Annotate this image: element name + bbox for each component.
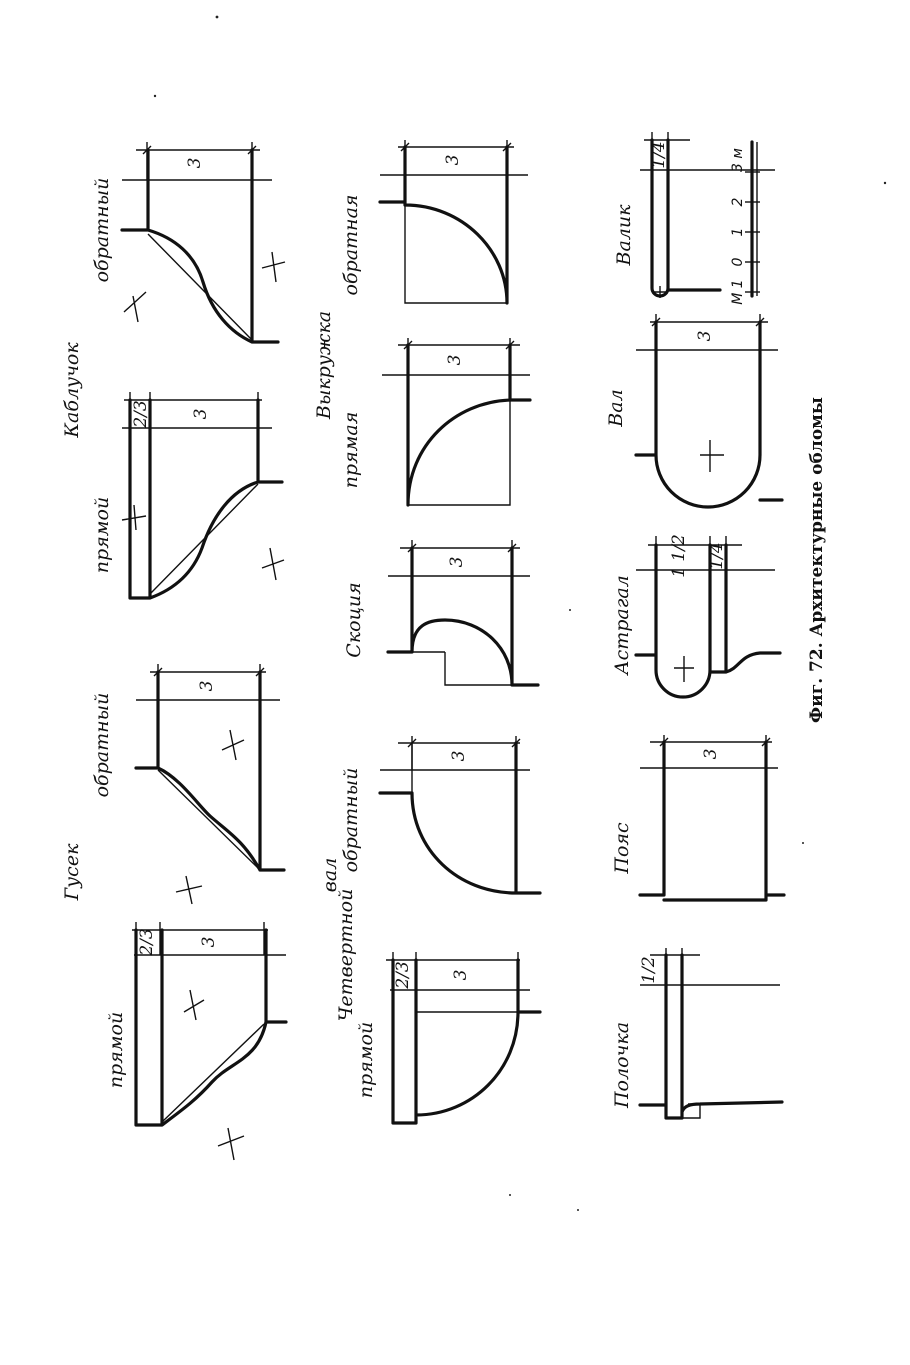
profile-label-vyk-obr: обратная (340, 194, 362, 296)
profile-label-gus-pr: прямой (105, 1011, 127, 1089)
profile-label-astragal: Астрагал (611, 575, 633, 675)
profile-label-skotsiya: Скоция (343, 582, 365, 658)
profile-label-kab-obr: обратный (91, 177, 113, 283)
group-label-gusek: Гусек (61, 843, 83, 901)
molding-astragal (636, 534, 780, 697)
dim-label: 1/2 (639, 956, 659, 984)
dim-label: 3 (199, 936, 219, 948)
group-label-vykruzhka: Выкружка (313, 310, 335, 420)
molding-polochka (639, 948, 782, 1118)
profile-label-gus-obr: обратный (91, 692, 113, 798)
dim-label: 3 (197, 680, 217, 692)
dim-label: 1 1/2 (669, 534, 689, 578)
profile-label-vyk-pr: прямая (340, 411, 362, 489)
dim-label: 3 (185, 157, 205, 169)
molding-gusek-pryamoi (132, 922, 286, 1160)
group-label-kablychok: Каблучок (61, 342, 83, 438)
molding-kablychok-obratnyi (122, 142, 285, 342)
dim-label: 2/3 (393, 961, 413, 989)
dim-label: 3 (449, 750, 469, 762)
dim-label: 3 (451, 969, 471, 981)
profile-label-valik: Валик (613, 204, 635, 266)
labels (61, 178, 827, 1109)
profile-label-val: Вал (605, 389, 627, 427)
profile-label-chv-obr: обратный (340, 767, 362, 873)
profile-label-kab-pr: прямой (91, 496, 113, 574)
profile-label-poyas: Пояс (611, 822, 633, 874)
group-label-chetvertnoi: Четвертной (335, 888, 357, 1022)
scale-tick-label: 0 (730, 257, 746, 267)
dim-label: 2/3 (131, 400, 151, 428)
molding-gusek-obratnyi (136, 664, 284, 904)
dim-label: 2/3 (137, 928, 157, 956)
molding-poyas (640, 735, 784, 900)
molding-valik (640, 132, 775, 298)
profile-label-polochka: Полочка (611, 1021, 633, 1109)
molding-chetvertnoi-val-obratnyi (380, 736, 540, 893)
molding-kablychok-pryamoi (122, 392, 284, 598)
molding-chetvertnoi-val-pryamoi (386, 952, 540, 1123)
dim-label: 3 (191, 408, 211, 420)
scale-tick-label: М 1 (730, 279, 746, 305)
dim-label: 3 (701, 748, 721, 760)
dim-label: 1/4 (649, 141, 669, 169)
scale-tick-label: 3 м (730, 148, 746, 172)
dim-label: 3 (447, 556, 467, 568)
dim-label: 3 (695, 330, 715, 342)
dim-label: 3 (443, 154, 463, 166)
molding-skotsiya (388, 540, 538, 685)
figure-caption: Фиг. 72. Архитектурные обломы (807, 397, 827, 723)
scale-bar (730, 142, 760, 305)
scale-tick-label: 2 (730, 197, 746, 207)
molding-vykruzhka-pryamaya (382, 338, 530, 505)
profile-label-chv-pr: прямой (355, 1021, 377, 1099)
dim-label: 1/4 (707, 542, 727, 570)
molding-val (636, 314, 782, 507)
dim-label: 3 (445, 354, 465, 366)
group-label-val-word: вал (319, 857, 341, 893)
molding-vykruzhka-obratnaya (380, 140, 528, 303)
scale-tick-label: 1 (730, 227, 746, 237)
